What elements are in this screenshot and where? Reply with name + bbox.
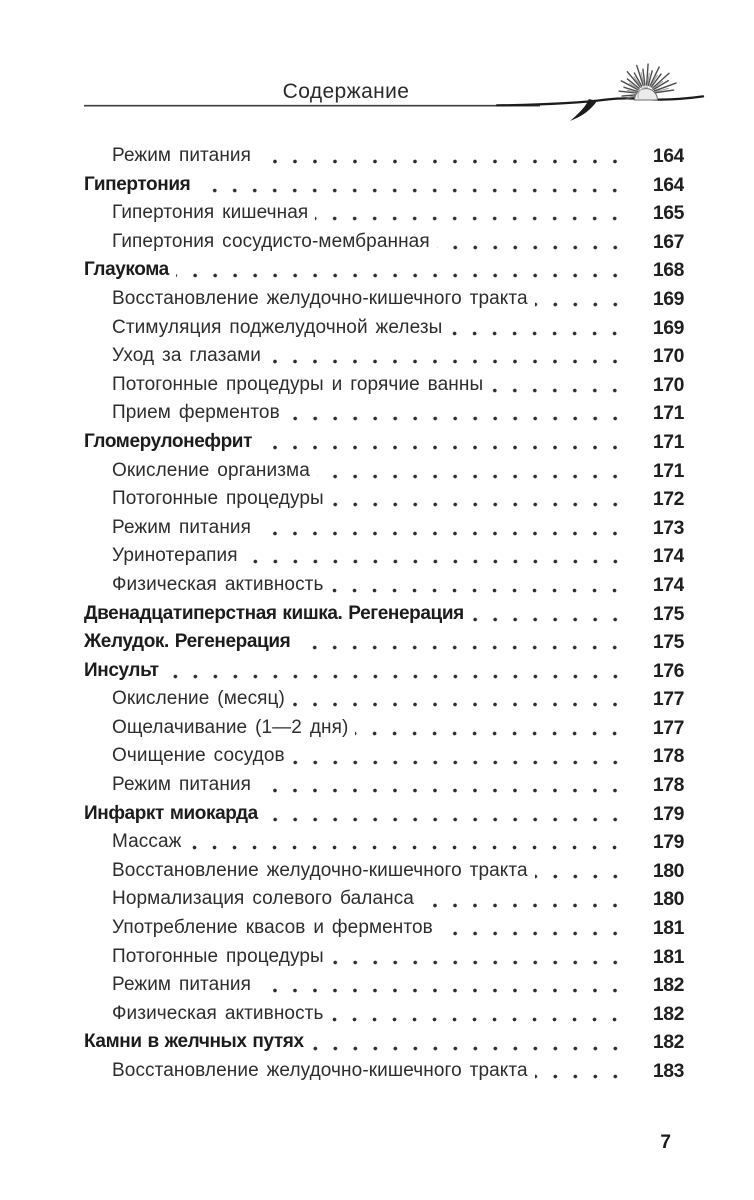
dot-leader [188,828,625,857]
toc-entry-label: Нормализация солевого баланса [112,888,414,910]
toc-entry-page: 171 [652,402,684,425]
dot-leader [265,800,625,829]
header-rule-sweep [497,96,703,105]
toc-row [84,514,684,543]
toc-row [84,228,684,257]
dot-leader [292,685,625,714]
dot-leader [331,485,625,514]
page-title: Содержание [282,80,410,103]
toc-row [84,857,684,886]
dot-leader [258,771,625,800]
toc-entry-label: Потогонные процедуры [112,945,324,967]
dot-leader [449,314,625,343]
toc-entry-label: Восстановление желудочно-кишечного тракта [112,287,528,309]
toc-row [84,914,684,943]
toc-entry-label: Потогонные процедуры [112,488,324,510]
toc-entry-page: 178 [652,774,684,797]
toc-row [84,971,684,1000]
toc-entry-page: 182 [652,1031,684,1054]
toc-entry-page: 179 [652,802,684,825]
dot-leader [315,199,625,228]
toc-entry-label: Режим питания [112,145,252,166]
toc-entry-page: 170 [652,345,684,368]
toc-entry-label: Восстановление желудочно-кишечного тракта [112,1060,528,1081]
toc-entry-page: 181 [652,917,684,940]
toc-row [84,1000,684,1029]
dot-leader [311,1028,625,1057]
toc-entry-page: 165 [652,202,684,225]
toc-entry-page: 178 [652,745,684,768]
dot-leader [490,371,625,400]
dot-leader [331,943,625,972]
toc-entry-page: 171 [652,459,684,482]
toc-entry-page: 167 [652,230,684,253]
dot-leader [440,914,625,943]
toc-entry-page: 175 [652,631,684,654]
dot-leader [330,1000,625,1029]
dot-leader [297,628,625,657]
toc-row [84,199,684,228]
toc-entry-page: 181 [652,945,684,968]
toc-entry-label: Инфаркт миокарда [84,802,258,824]
toc-row [84,428,684,457]
toc-entry-label: Ощелачивание (1—2 дня) [112,716,349,738]
toc-row [84,399,684,428]
dot-leader [258,514,625,543]
dot-leader [292,742,625,771]
toc-entry-label: Окисление организма [112,459,310,481]
toc-entry-page: 172 [652,488,684,511]
toc-row [84,771,684,800]
dot-leader [535,285,625,314]
toc-entry-label: Уход за глазами [112,345,261,367]
toc-entry-page: 164 [652,173,684,196]
toc-entry-label: Режим питания [112,974,252,996]
toc-entry-page: 168 [652,259,684,282]
toc-row [84,171,684,200]
dot-leader [166,657,625,686]
toc-row [84,314,684,343]
toc-row [84,628,684,657]
toc-entry-label: Гипертония кишечная [112,202,309,224]
toc-row [84,342,684,371]
toc-entry-label: Гипертония сосудисто-мембранная [112,230,430,252]
toc-entry-page: 169 [652,316,684,339]
toc-entry-page: 182 [652,974,684,997]
toc-entry-label: Режим питания [112,516,252,538]
toc-entry-page: 177 [652,716,684,739]
toc-entry-page: 171 [652,430,684,453]
toc-row [84,742,684,771]
toc-entry-label: Гипертония [84,173,191,195]
dot-leader [258,971,625,1000]
toc-entry-page: 182 [652,1002,684,1025]
toc-row [84,1057,684,1086]
toc-entry-page: 179 [652,831,684,854]
toc-row [84,714,684,743]
toc-entry-page: 180 [652,888,684,911]
toc-entry-page: 169 [652,287,684,310]
toc-entry-page: 177 [652,688,684,711]
toc-entry-label: Двенадцатиперстная кишка. Регенерация [84,602,464,624]
toc-entry-page: 164 [652,145,684,167]
dot-leader [245,542,625,571]
toc-row [84,943,684,972]
toc-row [84,685,684,714]
toc-entry-label: Употребление квасов и ферментов [112,917,433,939]
dot-leader [317,457,625,486]
toc-entry-label: Физическая активность [112,573,324,595]
flower-rule-decoration [0,0,754,140]
dot-leader [535,857,625,886]
toc-row [84,457,684,486]
toc-row [84,485,684,514]
dot-leader [437,228,625,257]
toc-entry-label: Инсульт [84,659,159,681]
toc-entry-label: Восстановление желудочно-кишечного тракта [112,859,528,881]
dot-leader [268,342,625,371]
dot-leader [471,600,625,629]
toc-row [84,571,684,600]
toc-entry-page: 183 [652,1060,684,1082]
toc-entry-page: 175 [652,602,684,625]
toc-row [84,256,684,285]
toc-entry-page: 176 [652,659,684,682]
toc-row [84,285,684,314]
toc-row [84,142,684,171]
dot-leader [197,171,625,200]
toc-entry-label: Гломерулонефрит [84,430,252,452]
toc-entry-page: 174 [652,573,684,596]
toc-list [84,142,684,1086]
toc-row [84,885,684,914]
dot-leader [176,256,625,285]
toc-row [84,1028,684,1057]
toc-entry-label: Потогонные процедуры и горячие ванны [112,373,484,395]
toc-entry-label: Желудок. Регенерация [84,631,291,653]
toc-row [84,600,684,629]
dot-leader [421,885,625,914]
toc-entry-page: 180 [652,859,684,882]
toc-row [84,542,684,571]
toc-entry-page: 174 [652,545,684,568]
dot-leader [330,571,625,600]
toc-entry-label: Физическая активность [112,1002,324,1024]
toc-entry-page: 173 [652,516,684,539]
toc-entry-label: Массаж [112,831,182,853]
toc-row [84,828,684,857]
toc-entry-label: Окисление (месяц) [112,688,285,710]
footer-page-number: 7 [660,1132,671,1153]
toc-row [84,657,684,686]
toc-row [84,371,684,400]
toc-entry-label: Уринотерапия [112,545,238,567]
dot-leader [287,399,625,428]
toc-entry-label: Камни в желчных путях [84,1031,304,1053]
toc-entry-label: Стимуляция поджелудочной железы [112,316,443,338]
toc-entry-label: Очищение сосудов [112,745,285,767]
dot-leader [258,142,625,171]
dot-leader [535,1057,625,1086]
dot-leader [355,714,625,743]
toc-entry-label: Глаукома [84,259,169,281]
dot-leader [259,428,625,457]
toc-entry-page: 170 [652,373,684,396]
toc-row [84,800,684,829]
toc-entry-label: Прием ферментов [112,402,280,424]
toc-entry-label: Режим питания [112,774,252,796]
